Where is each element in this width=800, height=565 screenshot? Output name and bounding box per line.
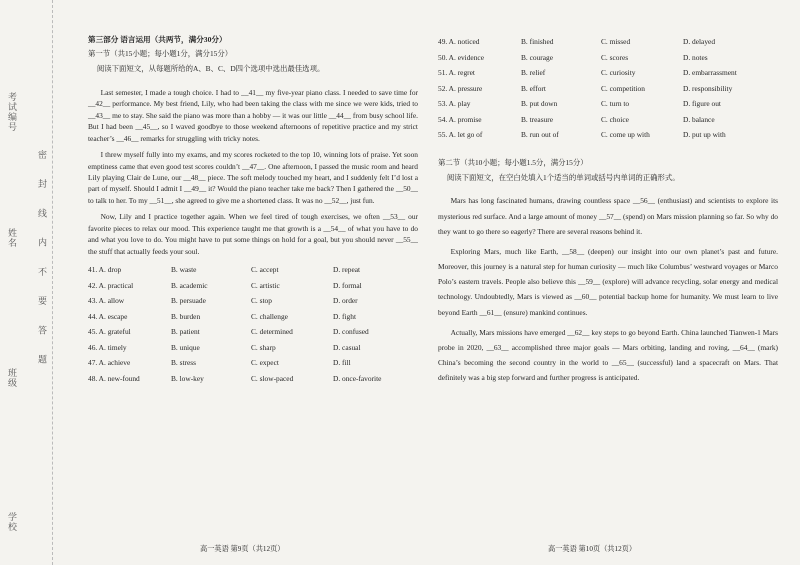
- option-d: D. balance: [683, 114, 715, 124]
- option-d: D. responsibility: [683, 83, 733, 93]
- right-column: [438, 34, 778, 391]
- option-d: D. delayed: [683, 37, 716, 47]
- option-d: D. formal: [333, 280, 362, 290]
- option-row: [438, 65, 778, 81]
- passage1-paragraph: Last semester, I made a tough choice. I had to __41__ my five-year piano class. I needed to save time for __42__ performance. My best friend, Lily, who had been taking the class with me since we were kids, tried to __43__ me to stay. She said the piano was more than a hobby — it was our little __44__ from busy school life. But I had been __45__, so I waved goodbye to those weekend afternoons of repetitive practice and my strict teacher’s __46__ remarks for struggling with tricky notes.: [88, 87, 418, 143]
- option-a: 45. A. grateful: [88, 327, 131, 337]
- option-b: B. courage: [521, 52, 554, 62]
- option-c: C. slow-paced: [251, 373, 294, 383]
- option-b: B. treasure: [521, 114, 554, 124]
- option-a: 51. A. regret: [438, 68, 475, 78]
- option-b: B. patient: [171, 327, 200, 337]
- option-a: 42. A. practical: [88, 280, 134, 290]
- option-c: C. scores: [601, 52, 629, 62]
- option-b: B. relief: [521, 68, 546, 78]
- option-row: [88, 278, 418, 294]
- option-row: [88, 293, 418, 309]
- seal-line-notice: 密 封 线 内 不 要 答 题: [37, 150, 47, 373]
- option-c: C. challenge: [251, 311, 288, 321]
- option-a: 52. A. pressure: [438, 83, 483, 93]
- option-b: B. persuade: [171, 296, 206, 306]
- option-d: D. repeat: [333, 265, 361, 275]
- option-d: D. confused: [333, 327, 369, 337]
- option-d: D. fill: [333, 358, 351, 368]
- part1-title: 第一节（共15小题；每小题1分，满分15分）: [88, 48, 233, 58]
- option-a: 44. A. escape: [88, 311, 128, 321]
- class-label: 班级: [7, 368, 17, 388]
- page-footer-right: 高一英语 第10页（共12页）: [548, 545, 637, 553]
- option-d: D. notes: [683, 52, 708, 62]
- option-row: [438, 127, 778, 143]
- option-b: B. low-key: [171, 373, 204, 383]
- option-a: 53. A. play: [438, 99, 471, 109]
- passage2-paragraph: Exploring Mars, much like Earth, __58__ (deepen) our insight into our own planet’s past and future. Moreover, this journey is a natural step for human curiosity — much like Columbus’ westward voyages or Marco Polo’s eastern travels. People also believe this __59__ (explore) will advance recycling, solar energy and medical technology. Undoubtedly, Mars is viewed as __60__ potential backup home for humanity. We must learn to live beyond Earth __61__ (ensure) mankind continues.: [438, 246, 778, 317]
- option-c: C. curiosity: [601, 68, 636, 78]
- option-c: C. come up with: [601, 130, 650, 140]
- option-a: 49. A. noticed: [438, 37, 480, 47]
- option-c: C. accept: [251, 265, 279, 275]
- option-c: C. expect: [251, 358, 279, 368]
- passage-2: [438, 193, 778, 385]
- option-d: D. once-favorite: [333, 373, 382, 383]
- option-c: C. determined: [251, 327, 293, 337]
- option-d: D. order: [333, 296, 358, 306]
- passage2-paragraph: Actually, Mars missions have emerged __62__ key steps to go beyond Earth. China launched Tianwen-1 Mars probe in 2020, __63__ accomplished three major goals — Mars orbiting, landing and roving, __64__ (mark) China’s becoming the second country in the world to __65__ (successful) land a spacecraft on Mars. That definitely was a big step forward and further progress is anticipated.: [438, 327, 778, 383]
- option-b: B. run out of: [521, 130, 559, 140]
- option-row: [438, 34, 778, 50]
- option-b: B. waste: [171, 265, 197, 275]
- part2-title: 第二节（共10小题；每小题1.5分，满分15分）: [438, 157, 588, 167]
- option-b: B. put down: [521, 99, 558, 109]
- option-row: [88, 309, 418, 325]
- option-c: C. missed: [601, 37, 631, 47]
- part2-instruction: 阅读下面短文，在空白处填入1个适当的单词或括号内单词的正确形式。: [446, 172, 680, 182]
- option-row: [438, 96, 778, 112]
- option-row: [438, 50, 778, 66]
- option-b: B. burden: [171, 311, 201, 321]
- section-title: 第三部分 语言运用（共两节，满分30分）: [88, 35, 227, 44]
- option-d: D. figure out: [683, 99, 721, 109]
- option-a: 46. A. timely: [88, 342, 127, 352]
- school-label: 学校: [7, 512, 17, 532]
- option-a: 48. A. new-found: [88, 373, 140, 383]
- option-c: C. stop: [251, 296, 272, 306]
- page-footer-left: 高一英语 第9页（共12页）: [200, 545, 285, 553]
- option-row: [88, 340, 418, 356]
- option-row: [438, 81, 778, 97]
- option-a: 47. A. achieve: [88, 358, 131, 368]
- option-row: [88, 262, 418, 278]
- option-b: B. effort: [521, 83, 546, 93]
- passage1-paragraph: I threw myself fully into my exams, and my scores rocketed to the top 10, winning lots of praise. Yet soon emptiness came that even good test scores couldn’t __47__. One afternoon, I passed the music room and heard Lily playing Clair de Lune, our __48__ piece. The soft melody touched my heart, and I suddenly felt I’d lost a part of myself. Should I admit I __49__ it? Would the piano teacher take me back? Then I gathered the __50__ to talk to her. To my __51__, she agreed to give me a shortened class. It was no __52__, just fun.: [88, 150, 418, 205]
- options-49-55: [438, 34, 778, 143]
- option-row: [438, 112, 778, 128]
- option-a: 50. A. evidence: [438, 52, 484, 62]
- option-b: B. stress: [171, 358, 197, 368]
- option-c: C. sharp: [251, 342, 276, 352]
- binding-margin: [0, 0, 53, 565]
- option-b: B. academic: [171, 280, 208, 290]
- left-column: [88, 34, 418, 386]
- option-d: D. casual: [333, 342, 361, 352]
- option-row: [88, 371, 418, 387]
- option-d: D. put up with: [683, 130, 726, 140]
- option-a: 43. A. allow: [88, 296, 125, 306]
- option-c: C. turn to: [601, 99, 630, 109]
- option-a: 54. A. promise: [438, 114, 482, 124]
- part1-instruction: 阅读下面短文，从每题所给的A、B、C、D四个选项中选出最佳选项。: [96, 64, 325, 74]
- passage2-paragraph: Mars has long fascinated humans, drawing countless space __56__ (enthusiast) and scientists to explore its mysterious red surface. And a large amount of money __57__ (spend) on Mars mission planning so far. So why do they want to go there so eagerly? There are several reasons behind it.: [438, 196, 778, 236]
- option-b: B. finished: [521, 37, 554, 47]
- option-c: C. competition: [601, 83, 645, 93]
- option-row: [88, 355, 418, 371]
- option-c: C. artistic: [251, 280, 280, 290]
- name-label: 姓名: [7, 228, 17, 248]
- option-c: C. choice: [601, 114, 629, 124]
- option-a: 41. A. drop: [88, 265, 122, 275]
- option-d: D. embarrassment: [683, 68, 737, 78]
- passage1-paragraph: Now, Lily and I practice together again. When we feel tired of tough exercises, we often __53__ our favorite pieces to relax our mood. This experience taught me that growth is a __54__ of what you have to do and what you love to do. You might have to put some things on hold for a goal, but you should never __55__ the stuff that actually feeds your soul.: [88, 212, 418, 256]
- options-41-48: [88, 262, 418, 386]
- option-a: 55. A. let go of: [438, 130, 483, 140]
- option-b: B. unique: [171, 342, 200, 352]
- exam-number-label: 考试编号: [7, 92, 17, 132]
- option-row: [88, 324, 418, 340]
- passage-1: [88, 87, 418, 258]
- option-d: D. fight: [333, 311, 356, 321]
